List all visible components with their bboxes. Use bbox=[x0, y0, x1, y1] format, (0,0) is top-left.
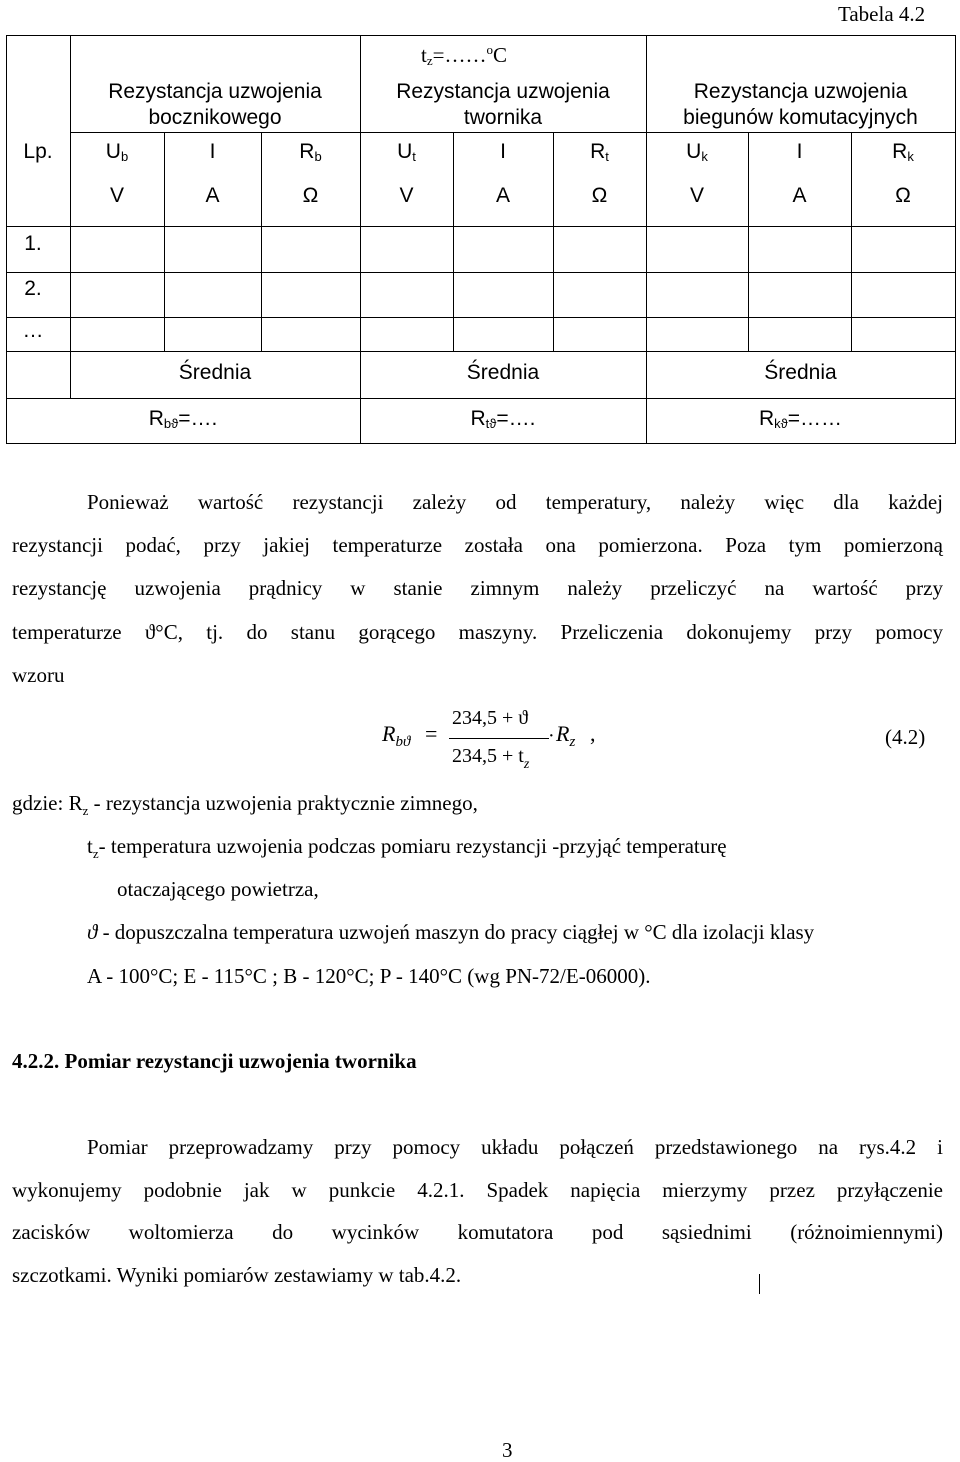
definition-theta: ϑ - dopuszczalna temperatura uzwojeń maszyn do pracy ciągłej w °C dla izolacji klasy bbox=[87, 920, 815, 944]
row-number: … bbox=[22, 319, 44, 342]
fraction-bar bbox=[449, 738, 549, 739]
unit-header: V bbox=[399, 184, 414, 207]
unit-header: A bbox=[495, 184, 510, 207]
formula-denominator: $234,5 + t_z$ bbox=[452, 745, 530, 772]
quantity-header: $U_k$ bbox=[686, 140, 708, 164]
unit-header: V bbox=[689, 184, 704, 207]
unit-header: Ω bbox=[591, 184, 608, 207]
unit-header: Ω bbox=[895, 184, 911, 207]
paragraph-line: temperaturze ϑ°C, tj. do stanu gorącego maszyny. Przeliczenia dokonujemy przy pomocy bbox=[12, 620, 943, 644]
unit-header: A bbox=[205, 184, 220, 207]
group-header-shunt: Rezystancja uzwojenia bocznikowego bbox=[108, 80, 322, 129]
unit-header: Ω bbox=[302, 184, 319, 207]
group-header-armature: Rezystancja uzwojenia twornika bbox=[396, 80, 610, 129]
average-label: Średnia bbox=[764, 361, 837, 384]
quantity-header: $R_t$ bbox=[590, 140, 609, 164]
formula-numerator: 234,5 + ϑ bbox=[452, 707, 529, 729]
definition-tz-cont: otaczającego powietrza, bbox=[117, 877, 319, 901]
average-label: Średnia bbox=[178, 361, 252, 384]
quantity-header: I bbox=[209, 140, 216, 163]
average-label: Średnia bbox=[466, 361, 540, 384]
paragraph-line: zacisków woltomierza do wycinków komutatora pod sąsiednimi (różnoimiennymi) bbox=[12, 1220, 943, 1244]
definition-tz: $t_z-$ temperatura uzwojenia podczas pomiaru rezystancji -przyjąć temperaturę bbox=[87, 834, 727, 862]
quantity-header: $U_b$ bbox=[105, 140, 129, 164]
section-heading: 4.2.2. Pomiar rezystancji uzwojenia twornika bbox=[12, 1049, 417, 1073]
paragraph-line: rezystancję uzwojenia prądnicy w stanie zimnym należy przeliczyć na wartość przy bbox=[12, 576, 943, 600]
equation-number: (4.2) bbox=[885, 725, 926, 749]
hot-resistance-shunt: $R_{bϑ}=\dots$. bbox=[148, 407, 218, 431]
paragraph-line: szczotkami. Wyniki pomiarów zestawiamy w tab.4.2. bbox=[12, 1263, 462, 1287]
quantity-header: I bbox=[796, 140, 803, 163]
quantity-header: $R_b$ bbox=[299, 140, 322, 164]
unit-header: A bbox=[792, 184, 807, 207]
text-cursor-mark bbox=[759, 1274, 760, 1294]
group-header-commutating-poles: Rezystancja uzwojenia biegunów komutacyjnych bbox=[683, 80, 918, 129]
lp-header: Lp. bbox=[23, 140, 53, 163]
paragraph-line: wykonujemy podobnie jak w punkcie 4.2.1. Spadek napięcia mierzymy przez przyłączenie bbox=[12, 1178, 943, 1202]
quantity-header: $R_k$ bbox=[892, 140, 914, 164]
table-caption: Tabela 4.2 bbox=[838, 2, 926, 26]
definition-theta-cont: A - 100°C; E - 115°C ; B - 120°C; P - 140°C (wg PN-72/E-06000). bbox=[87, 964, 651, 988]
temperature-label: $t_z=\dots\dots^oC$ bbox=[421, 42, 507, 68]
quantity-header: I bbox=[500, 140, 506, 163]
unit-header: V bbox=[109, 184, 124, 207]
paragraph-line: Pomiar przeprowadzamy przy pomocy układu połączeń przedstawionego na rys.4.2 i bbox=[87, 1135, 943, 1159]
definition-rz: gdzie: $R_z$ - rezystancja uzwojenia praktycznie zimnego, bbox=[12, 791, 478, 819]
row-number: 1. bbox=[24, 232, 42, 255]
results-table bbox=[6, 35, 956, 444]
page-number: 3 bbox=[502, 1438, 513, 1462]
hot-resistance-commutating: $R_{kϑ}=\dots\dots$ bbox=[758, 407, 843, 431]
paragraph-line: wzoru bbox=[12, 663, 65, 687]
paragraph-line: rezystancji podać, przy jakiej temperaturze została ona pomierzona. Poza tym pomierzoną bbox=[12, 533, 943, 557]
row-number: 2. bbox=[24, 277, 42, 300]
paragraph-line: Ponieważ wartość rezystancji zależy od temperatury, należy więc dla każdej bbox=[87, 490, 943, 514]
quantity-header: $U_t$ bbox=[397, 140, 416, 164]
hot-resistance-armature: $R_{tϑ}=\dots$. bbox=[470, 407, 536, 431]
